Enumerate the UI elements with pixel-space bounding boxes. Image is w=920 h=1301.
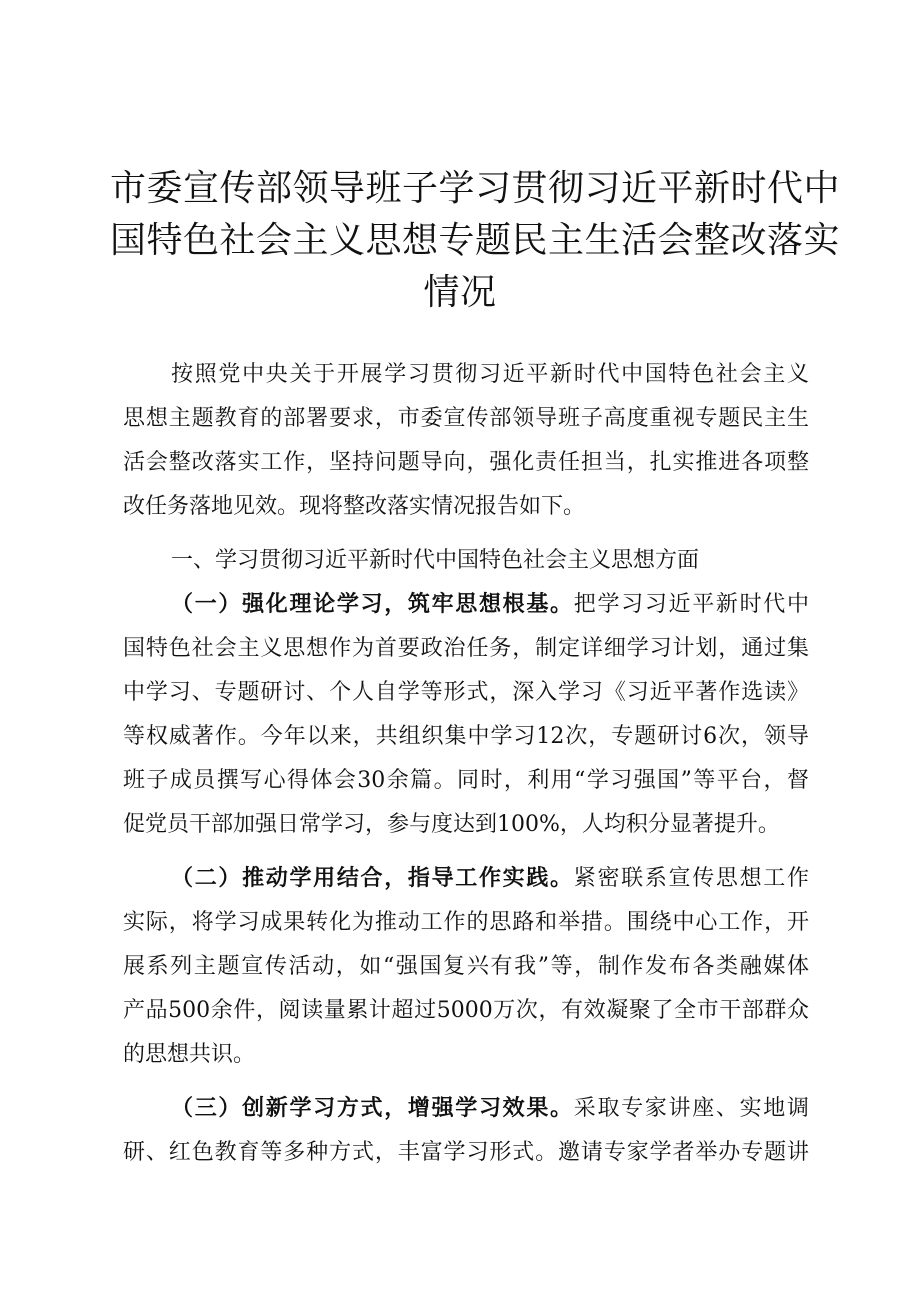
section-item bbox=[123, 1087, 809, 1175]
item-subheading: （二）推动学用结合，指导工作实践。 bbox=[171, 866, 574, 891]
paragraph-line: 等权威著作。今年以来，共组织集中学习12次，专题研讨6次，领导 bbox=[123, 724, 809, 749]
item-first-line bbox=[123, 857, 809, 901]
paragraph-line: 改任务落地见效。现将整改落实情况报告如下。 bbox=[123, 494, 586, 519]
item-subheading: （一）强化理论学习，筑牢思想根基。 bbox=[171, 592, 574, 617]
document-body bbox=[123, 353, 809, 1175]
paragraph-line: 产品500余件，阅读量累计超过5000万次，有效凝聚了全市干部群众 bbox=[123, 998, 809, 1023]
section-heading: 一、学习贯彻习近平新时代中国特色社会主义思想方面 bbox=[171, 548, 700, 573]
intro-paragraph bbox=[123, 353, 809, 529]
item-first-line bbox=[123, 1087, 809, 1131]
paragraph-line: 活会整改落实工作，坚持问题导向，强化责任担当，扎实推进各项整 bbox=[123, 450, 809, 475]
section-item bbox=[123, 583, 809, 847]
item-text: 紧密联系宣传思想工作 bbox=[573, 866, 809, 891]
title-line: 市委宣传部领导班子学习贯彻习近平新时代中 bbox=[110, 168, 841, 209]
paragraph-line: 研、红色教育等多种方式，丰富学习形式。邀请专家学者举办专题讲 bbox=[123, 1140, 809, 1165]
paragraph-line: 中学习、专题研讨、个人自学等形式，深入学习《习近平著作选读》 bbox=[123, 680, 809, 705]
paragraph-line: 班子成员撰写心得体会30余篇。同时，利用“学习强国”等平台，督 bbox=[123, 768, 809, 793]
paragraph-line: 的思想共识。 bbox=[123, 1042, 256, 1067]
paragraph-line: 按照党中央关于开展学习贯彻习近平新时代中国特色社会主义 bbox=[171, 362, 809, 387]
item-text: 采取专家讲座、实地调 bbox=[573, 1096, 809, 1121]
item-subheading: （三）创新学习方式，增强学习效果。 bbox=[171, 1096, 574, 1121]
paragraph-line: 促党员干部加强日常学习，参与度达到100%，人均积分显著提升。 bbox=[123, 812, 780, 837]
section-item bbox=[123, 857, 809, 1077]
document-title bbox=[110, 163, 841, 319]
item-first-line bbox=[123, 583, 809, 627]
paragraph-line: 实际，将学习成果转化为推动工作的思路和举措。围绕中心工作，开 bbox=[123, 910, 809, 935]
paragraph-line: 展系列主题宣传活动，如“强国复兴有我”等，制作发布各类融媒体 bbox=[123, 954, 809, 979]
title-line: 情况 bbox=[423, 272, 497, 313]
title-line: 国特色社会主义思想专题民主生活会整改落实 bbox=[110, 220, 841, 261]
paragraph-line: 思想主题教育的部署要求，市委宣传部领导班子高度重视专题民主生 bbox=[123, 406, 809, 431]
paragraph-line: 国特色社会主义思想作为首要政治任务，制定详细学习计划，通过集 bbox=[123, 636, 809, 661]
item-text: 把学习习近平新时代中 bbox=[573, 592, 809, 617]
